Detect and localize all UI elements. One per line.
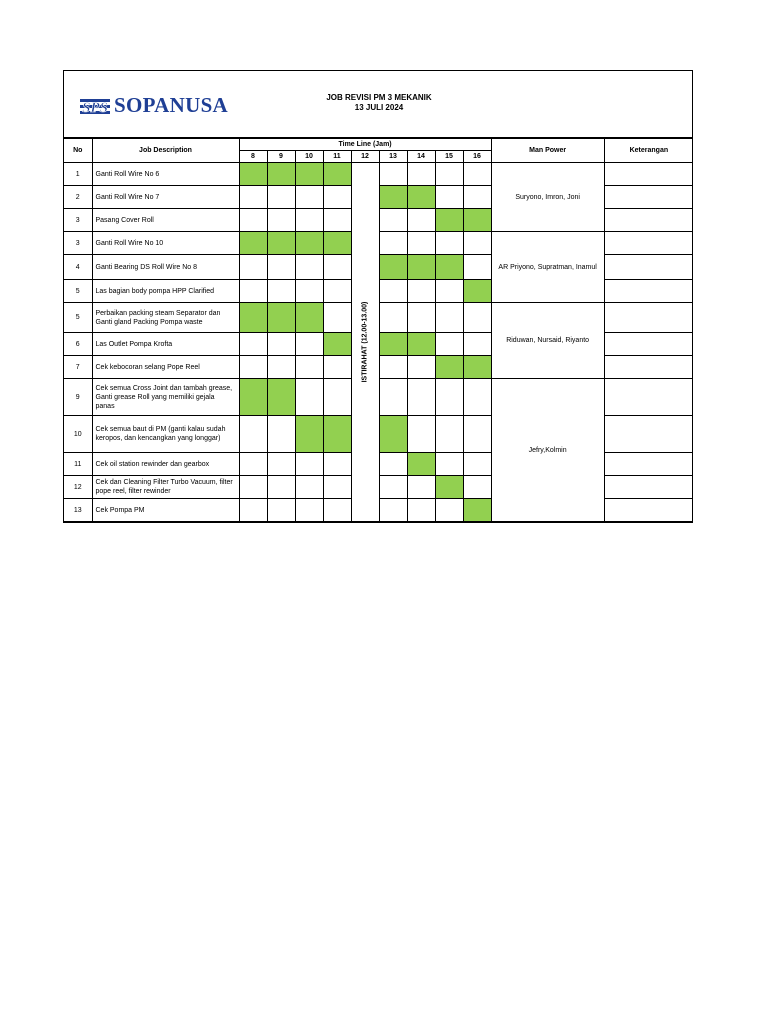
timeline-cell: [463, 232, 491, 255]
header-hour: 12: [351, 151, 379, 163]
timeline-cell: [239, 476, 267, 499]
timeline-cell-active: [379, 416, 407, 453]
timeline-cell: [407, 303, 435, 333]
timeline-cell: [379, 209, 407, 232]
timeline-cell: [239, 453, 267, 476]
row-number: 4: [64, 255, 92, 280]
timeline-cell: [435, 453, 463, 476]
timeline-cell: [323, 209, 351, 232]
header-no: No: [64, 139, 92, 163]
document-title: [254, 93, 504, 113]
timeline-cell-active: [435, 356, 463, 379]
job-description: Ganti Bearing DS Roll Wire No 8: [92, 255, 239, 280]
timeline-cell: [435, 303, 463, 333]
timeline-cell: [239, 416, 267, 453]
timeline-cell-active: [295, 303, 323, 333]
keterangan-cell: [604, 356, 693, 379]
timeline-cell-active: [323, 232, 351, 255]
timeline-cell: [267, 186, 295, 209]
timeline-cell: [295, 280, 323, 303]
timeline-cell: [239, 499, 267, 522]
timeline-cell-active: [323, 163, 351, 186]
job-description: Ganti Roll Wire No 7: [92, 186, 239, 209]
sheet-header: [64, 71, 692, 138]
job-description: Pasang Cover Roll: [92, 209, 239, 232]
timeline-cell: [295, 356, 323, 379]
sps-logo-icon: [80, 97, 110, 115]
header-hour: 11: [323, 151, 351, 163]
row-number: 3: [64, 209, 92, 232]
header-hour: 16: [463, 151, 491, 163]
timeline-cell: [407, 416, 435, 453]
row-number: 1: [64, 163, 92, 186]
timeline-cell: [267, 356, 295, 379]
man-power-group: Suryono, Imron, Joni: [491, 163, 604, 232]
timeline-cell: [379, 303, 407, 333]
job-description: Cek Pompa PM: [92, 499, 239, 522]
timeline-cell-active: [407, 333, 435, 356]
timeline-cell: [407, 499, 435, 522]
header-hour: 13: [379, 151, 407, 163]
timeline-cell: [295, 453, 323, 476]
timeline-cell-active: [407, 186, 435, 209]
keterangan-cell: [604, 303, 693, 333]
header-timeline: Time Line (Jam): [239, 139, 491, 151]
row-number: 10: [64, 416, 92, 453]
timeline-cell: [379, 356, 407, 379]
timeline-cell: [463, 333, 491, 356]
timeline-cell: [239, 356, 267, 379]
keterangan-cell: [604, 163, 693, 186]
timeline-cell-active: [379, 333, 407, 356]
timeline-cell-active: [239, 163, 267, 186]
timeline-cell: [295, 255, 323, 280]
keterangan-cell: [604, 333, 693, 356]
timeline-cell: [463, 416, 491, 453]
header-hour: 8: [239, 151, 267, 163]
row-number: 12: [64, 476, 92, 499]
timeline-cell-active: [323, 333, 351, 356]
timeline-cell-active: [267, 379, 295, 416]
row-number: 5: [64, 303, 92, 333]
timeline-cell: [407, 209, 435, 232]
timeline-cell-active: [379, 186, 407, 209]
timeline-cell-active: [407, 255, 435, 280]
company-logo: [80, 93, 228, 118]
timeline-cell: [239, 280, 267, 303]
timeline-cell: [407, 280, 435, 303]
timeline-cell: [379, 476, 407, 499]
keterangan-cell: [604, 379, 693, 416]
header-hour: 10: [295, 151, 323, 163]
header-hour: 14: [407, 151, 435, 163]
timeline-cell: [435, 280, 463, 303]
timeline-cell: [435, 379, 463, 416]
row-number: 13: [64, 499, 92, 522]
timeline-cell-active: [239, 232, 267, 255]
job-schedule-sheet: [63, 70, 693, 523]
timeline-cell-active: [435, 209, 463, 232]
timeline-cell-active: [267, 232, 295, 255]
company-name: SOPANUSA: [114, 93, 229, 117]
row-number: 2: [64, 186, 92, 209]
timeline-cell: [267, 209, 295, 232]
timeline-cell: [267, 499, 295, 522]
keterangan-cell: [604, 232, 693, 255]
row-number: 9: [64, 379, 92, 416]
timeline-cell: [239, 333, 267, 356]
timeline-cell: [463, 453, 491, 476]
timeline-cell: [407, 379, 435, 416]
header-hour: 15: [435, 151, 463, 163]
man-power-group: AR Priyono, Supratman, Inamul: [491, 232, 604, 303]
timeline-cell-active: [463, 499, 491, 522]
timeline-cell-active: [435, 476, 463, 499]
row-number: 3: [64, 232, 92, 255]
timeline-cell: [407, 476, 435, 499]
title-line-1: JOB REVISI PM 3 MEKANIK: [326, 93, 432, 102]
timeline-cell: [435, 499, 463, 522]
svg-text:SPS: SPS: [82, 99, 108, 115]
timeline-cell: [435, 186, 463, 209]
timeline-cell: [239, 255, 267, 280]
keterangan-cell: [604, 476, 693, 499]
timeline-cell-active: [463, 356, 491, 379]
keterangan-cell: [604, 280, 693, 303]
job-description: Cek semua Cross Joint dan tambah grease, Ganti grease Roll yang memiliki gejala panas: [92, 379, 239, 416]
timeline-cell: [267, 280, 295, 303]
row-number: 7: [64, 356, 92, 379]
row-number: 11: [64, 453, 92, 476]
timeline-cell: [267, 453, 295, 476]
timeline-cell: [435, 333, 463, 356]
timeline-cell: [379, 232, 407, 255]
man-power-group: Riduwan, Nursaid, Riyanto: [491, 303, 604, 379]
man-power-group: Jefry,Kolmin: [491, 379, 604, 522]
timeline-cell: [323, 255, 351, 280]
timeline-cell: [267, 476, 295, 499]
timeline-cell: [463, 163, 491, 186]
job-description: Cek oil station rewinder dan gearbox: [92, 453, 239, 476]
header-job-description: Job Description: [92, 139, 239, 163]
timeline-cell-active: [267, 303, 295, 333]
header-hour: 9: [267, 151, 295, 163]
timeline-cell: [323, 499, 351, 522]
timeline-cell-active: [239, 379, 267, 416]
timeline-cell: [323, 280, 351, 303]
timeline-cell: [463, 303, 491, 333]
break-column: [351, 163, 379, 522]
timeline-cell: [435, 232, 463, 255]
row-number: 5: [64, 280, 92, 303]
timeline-cell: [323, 379, 351, 416]
job-description: Cek semua baut di PM (ganti kalau sudah keropos, dan kencangkan yang longgar): [92, 416, 239, 453]
timeline-cell-active: [267, 163, 295, 186]
timeline-cell: [295, 499, 323, 522]
job-description: Cek dan Cleaning Filter Turbo Vacuum, filter pope reel, filter rewinder: [92, 476, 239, 499]
timeline-cell: [463, 379, 491, 416]
timeline-cell-active: [295, 232, 323, 255]
timeline-cell-active: [239, 303, 267, 333]
timeline-cell: [295, 379, 323, 416]
keterangan-cell: [604, 209, 693, 232]
header-keterangan: Keterangan: [604, 139, 693, 163]
timeline-cell: [267, 255, 295, 280]
row-number: 6: [64, 333, 92, 356]
timeline-cell: [239, 209, 267, 232]
timeline-cell: [379, 453, 407, 476]
job-description: Las Outlet Pompa Krofta: [92, 333, 239, 356]
keterangan-cell: [604, 499, 693, 522]
timeline-cell-active: [295, 416, 323, 453]
timeline-cell: [323, 186, 351, 209]
timeline-cell: [463, 476, 491, 499]
timeline-cell-active: [323, 416, 351, 453]
table-row: [64, 163, 693, 186]
timeline-cell: [267, 333, 295, 356]
timeline-cell: [295, 333, 323, 356]
timeline-cell: [295, 186, 323, 209]
title-date: 13 JULI 2024: [354, 103, 404, 112]
timeline-cell-active: [295, 163, 323, 186]
timeline-cell: [239, 186, 267, 209]
timeline-cell: [379, 163, 407, 186]
job-description: Ganti Roll Wire No 6: [92, 163, 239, 186]
timeline-cell: [323, 356, 351, 379]
break-label: ISTIRAHAT (12.00-13.00): [361, 301, 369, 383]
timeline-cell: [379, 499, 407, 522]
job-description: Cek kebocoran selang Pope Reel: [92, 356, 239, 379]
timeline-cell: [463, 186, 491, 209]
timeline-cell: [407, 232, 435, 255]
timeline-cell: [295, 476, 323, 499]
timeline-cell: [407, 163, 435, 186]
timeline-cell: [323, 476, 351, 499]
job-description: Perbaikan packing steam Separator dan Ganti gland Packing Pompa waste: [92, 303, 239, 333]
timeline-cell: [267, 416, 295, 453]
timeline-cell: [379, 280, 407, 303]
keterangan-cell: [604, 186, 693, 209]
timeline-cell: [323, 453, 351, 476]
timeline-cell: [323, 303, 351, 333]
job-description: Ganti Roll Wire No 10: [92, 232, 239, 255]
timeline-cell-active: [463, 280, 491, 303]
timeline-cell-active: [435, 255, 463, 280]
timeline-cell: [463, 255, 491, 280]
timeline-cell: [295, 209, 323, 232]
timeline-cell: [435, 163, 463, 186]
header-man-power: Man Power: [491, 139, 604, 163]
timeline-cell: [435, 416, 463, 453]
job-table: [64, 138, 693, 522]
job-description: Las bagian body pompa HPP Clarified: [92, 280, 239, 303]
timeline-cell-active: [379, 255, 407, 280]
keterangan-cell: [604, 416, 693, 453]
keterangan-cell: [604, 255, 693, 280]
keterangan-cell: [604, 453, 693, 476]
timeline-cell: [407, 356, 435, 379]
timeline-cell-active: [463, 209, 491, 232]
timeline-cell: [379, 379, 407, 416]
timeline-cell-active: [407, 453, 435, 476]
